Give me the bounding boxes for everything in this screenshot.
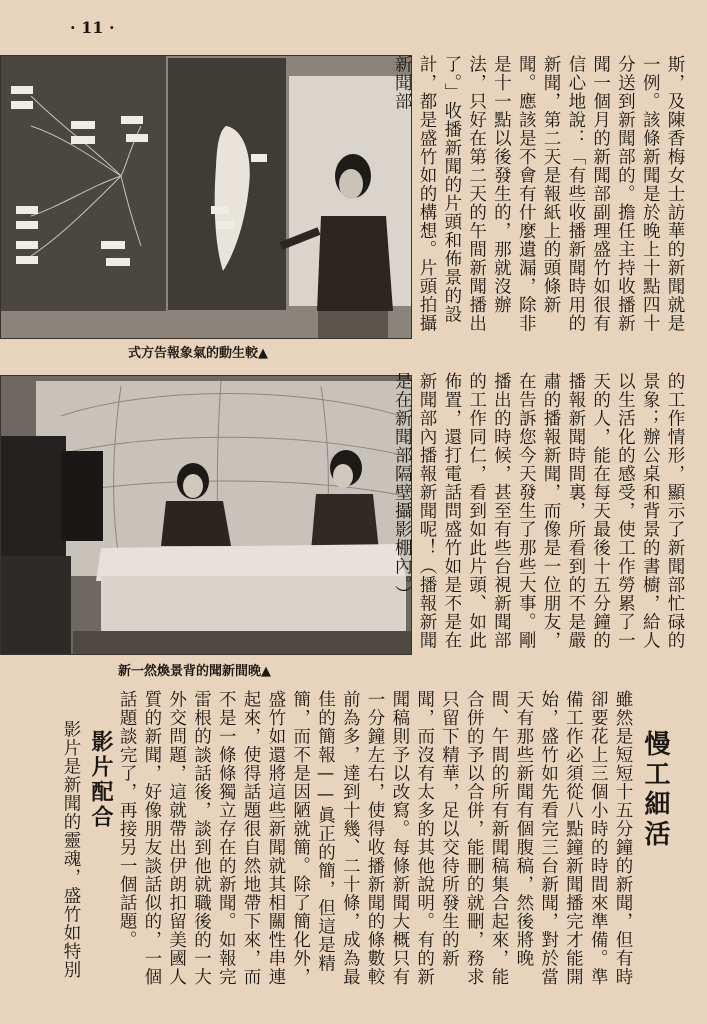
weather-report-photo [0, 55, 412, 339]
page-number: · 11 · [70, 18, 115, 37]
upper-article-text: 斯，及陳香梅女士訪華的新聞就是一例。該條新聞是於晚上十點四十分送到新聞部的。擔任主持收播新聞一個月的新聞部副理盛竹如很有信心地說：「有些收播新聞時用的新聞，第二天是報紙上的頭條新聞。應該是不會有什麼遺漏，除非是十一點以後發生的，那就沒辦法，只好在第二天的午間新聞播出了。」收播新聞的片頭和佈景的設計，都是盛竹如的構想。片頭拍攝新聞部 [392, 55, 685, 333]
section-slow-work-text: 雖然是短短十五分鐘的新聞，但有時卻要花上三個小時的時間來準備。準備工作必須從八點鐘新聞播完才能開始，盛竹如先看完三台新聞，對於當天有那些新聞有個腹稿，然後將晚間、午間的所有新聞稿集合起來，能合併的予以合併，能刪的就刪，務求只留下精華，足以交待所發生的新聞，而沒有太多的其他說明。有的新聞稿則予以改寫。每條新聞大概只有一分鐘左右，使得收播新聞的條數較前為多，達到十幾、二十條，成為最佳的簡報——眞正的簡，但這是精簡，而不是因陋就簡。除了簡化外，盛竹如還將這些新聞就其相關性串連起來，使得話題很自然地帶下來，而不是一條條獨立存在的新聞。如報完雷根的談話後，談到他就職後的一大外交問題，這就帶出伊朗扣留美國人質的新聞，好像朋友談話似的，一個話題談完了，再接另一個話題。 [117, 690, 633, 986]
section-film-text: 影片是新聞的靈魂，盛竹如特別 [61, 720, 81, 979]
section-heading-film: 影片配合 [88, 730, 113, 830]
weather-map-illustration [1, 56, 411, 338]
middle-article-text: 的工作情形，顯示了新聞部忙碌的景象；辦公桌和背景的書櫥，給人以生活化的感受，使工作勞累了一天的人，能在每天最後十五分鐘的播報新聞時間裏，所看到的不是嚴肅的播報新聞，而像是一位朋友，在告訴您今天發生了那些大事。剛播出的時候，甚至有些台視新聞部的工作同仁，看到如此片頭、如此佈置，還打電話問盛竹如是不是在新聞部內播報新聞呢！（播報新聞是在新聞部隔壁攝影棚內。） [392, 372, 685, 650]
bottom-photo-caption: 新一然煥景背的聞新間晚▲ [118, 664, 271, 679]
news-studio-photo [0, 375, 412, 655]
top-photo-caption: 式方告報象氣的動生較▲ [128, 346, 268, 361]
section-heading-slow-work: 慢工細活 [640, 730, 670, 850]
news-studio-illustration [1, 376, 411, 654]
